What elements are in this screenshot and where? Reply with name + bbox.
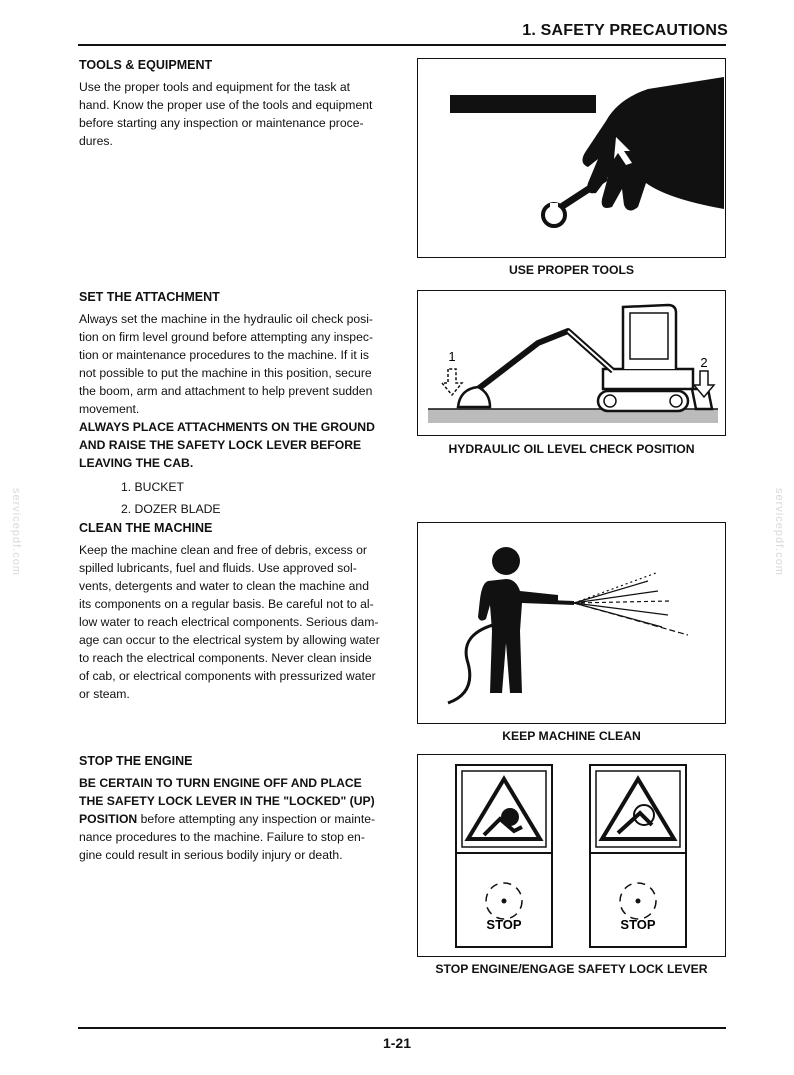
figure-stop-engine (417, 754, 726, 957)
person-head-icon (492, 547, 520, 575)
warning-line: LEAVING THE CAB. (79, 456, 194, 470)
text-line: or steam. (79, 687, 130, 701)
figure-hydraulic-check (417, 290, 726, 436)
header-rule (78, 44, 726, 46)
text-line: age can occur to the electrical system by allowing water (79, 633, 380, 647)
parts-list (79, 476, 391, 520)
section-tools (79, 56, 391, 150)
watermark-left: servicepdf.com (10, 488, 22, 576)
boom (478, 331, 613, 389)
bucket (458, 387, 490, 407)
figure-use-proper-tools (417, 58, 726, 258)
list-item: 1. BUCKET (121, 480, 184, 494)
watermark-right: servicepdf.com (773, 488, 785, 576)
excavator-illustration (418, 291, 724, 434)
text-line: low water to reach electrical components. Serious dam- (79, 615, 379, 629)
page-number: 1-21 (382, 1035, 412, 1051)
text-line: to reach the electrical components. Never clean inside (79, 651, 372, 665)
text-line: before starting any inspection or maintenance proce- (79, 116, 364, 130)
section-clean (79, 519, 391, 703)
figure-caption: KEEP MACHINE CLEAN (502, 729, 641, 743)
list-item: 2. DOZER BLADE (121, 502, 221, 516)
callout-label: 1 (448, 349, 456, 364)
machine-body (603, 369, 693, 389)
track (598, 391, 688, 411)
spray-wand (522, 601, 574, 603)
text-line: vents, detergents and water to clean the machine and (79, 579, 369, 593)
text-line (79, 810, 391, 828)
safety-decal-left (456, 765, 552, 947)
text-line: hand. Know the proper use of the tools and equipment (79, 98, 373, 112)
safety-decals-illustration (418, 755, 724, 955)
section-heading: TOOLS & EQUIPMENT (79, 58, 213, 72)
warning-line: AND RAISE THE SAFETY LOCK LEVER BEFORE (79, 438, 362, 452)
figure-keep-clean (417, 522, 726, 724)
section-heading: CLEAN THE MACHINE (79, 521, 213, 535)
text-line: movement. (79, 402, 140, 416)
redaction-bar (450, 95, 596, 113)
down-arrow-icon (442, 369, 462, 395)
text-line: spilled lubricants, fuel and fluids. Use approved sol- (79, 561, 357, 575)
warning-line: ALWAYS PLACE ATTACHMENTS ON THE GROUND (79, 420, 375, 434)
text-line: its components on a regular basis. Be careful not to al- (79, 597, 374, 611)
section-heading: SET THE ATTACHMENT (79, 290, 220, 304)
page-header-title: 1. SAFETY PRECAUTIONS (522, 22, 728, 39)
figure-caption: HYDRAULIC OIL LEVEL CHECK POSITION (448, 442, 695, 456)
text-line: not possible to put the machine in this position, secure (79, 366, 372, 380)
figure-caption: STOP ENGINE/ENGAGE SAFETY LOCK LEVER (435, 962, 708, 976)
spray-lines (574, 573, 688, 635)
text-line: tion or maintenance procedures to the machine. If it is (79, 348, 369, 362)
warning-line: BE CERTAIN TO TURN ENGINE OFF AND PLACE (79, 776, 362, 790)
text-line: gine could result in serious bodily injury or death. (79, 848, 343, 862)
hand-wrench-illustration (418, 59, 724, 256)
callout-label: 2 (700, 355, 708, 370)
warning-line: THE SAFETY LOCK LEVER IN THE "LOCKED" (UP) (79, 794, 375, 808)
text-line: of cab, or electrical components with pressurized water (79, 669, 376, 683)
text-span: before attempting any inspection or mainte- (137, 812, 376, 826)
text-line: dures. (79, 134, 113, 148)
person-icon (478, 579, 558, 693)
text-line: Always set the machine in the hydraulic oil check posi- (79, 312, 373, 326)
section-heading: STOP THE ENGINE (79, 754, 193, 768)
stop-label: STOP (620, 917, 656, 932)
text-line: Use the proper tools and equipment for the task at (79, 80, 350, 94)
hand-icon (582, 77, 724, 211)
footer-rule (78, 1027, 726, 1029)
text-line: the boom, arm and attachment to help prevent sudden (79, 384, 373, 398)
stop-label: STOP (486, 917, 522, 932)
text-line: Keep the machine clean and free of debris, excess or (79, 543, 367, 557)
figure-caption: USE PROPER TOOLS (508, 263, 635, 277)
bold-word: POSITION (79, 812, 138, 826)
section-attachment (79, 288, 391, 520)
wrench-handle (558, 179, 604, 209)
text-line: tion on firm level ground before attempting any inspec- (79, 330, 374, 344)
safety-decal-right (590, 765, 686, 947)
section-stop (79, 752, 391, 864)
text-line: nance procedures to the machine. Failure to stop en- (79, 830, 365, 844)
pressure-washer-illustration (418, 523, 724, 722)
